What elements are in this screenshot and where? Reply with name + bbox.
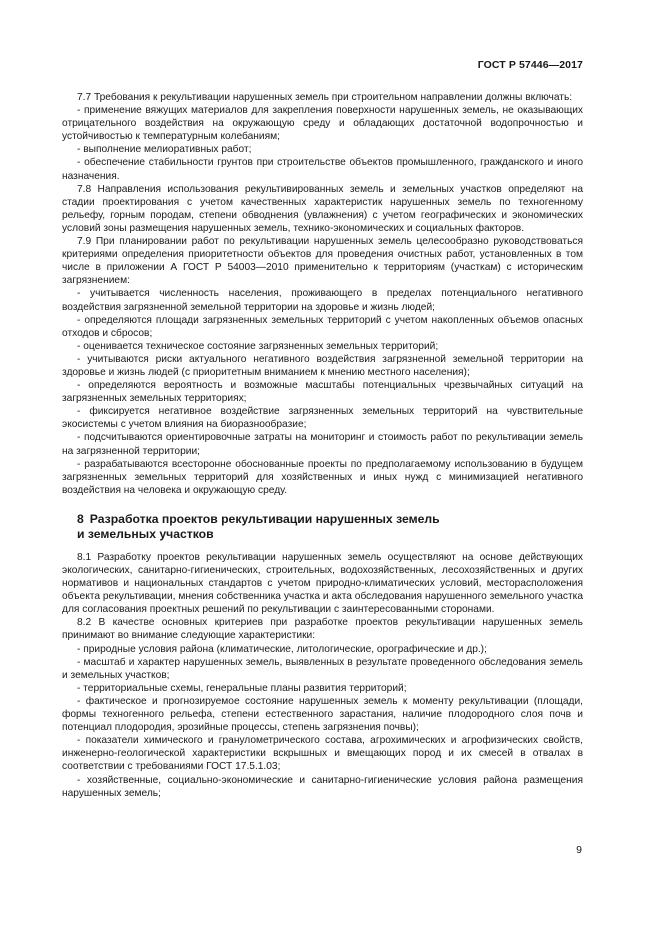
list-item: - разрабатываются всесторонне обоснованные проекты по предполагаемому использованию в будущем загрязненных земельных территорий для хозяйственных и иных нужд с минимизацией негативного воздействия на человека и окружающую среду. xyxy=(62,458,583,496)
list-item: - территориальные схемы, генеральные планы развития территорий; xyxy=(77,682,407,694)
list-item: - природные условия района (климатические, литологические, орографические и др.); xyxy=(77,643,487,655)
paragraph-8-1: 8.1 Разработку проектов рекультивации нарушенных земель осуществляют на основе действующих экологических, санитарно-гигиенических, строительных, водохозяйственных, лесохозяйственных и других нормативов и национальных стандартов с учетом природно-климатических условий, месторасположения объекта рекультивации, мнения собственника участка и акта обследования нарушенного земельного участка для согласования проектных решений по рекультивации с заинтересованными сторонами. xyxy=(62,551,583,616)
list-item: - определяются вероятность и возможные масштабы потенциальных чрезвычайных ситуаций на загрязненных земельных территориях; xyxy=(62,380,583,405)
list-item: - фактическое и прогнозируемое состояние нарушенных земель к моменту рекультивации (площади, формы техногенного рельефа, степени естественного зарастания, наличие плодородного слоя почв и потенциал плодородия, эрозийные процессы, степень загрязнения почвы); xyxy=(62,695,583,734)
list-item: - выполнение мелиоративных работ; xyxy=(77,144,252,156)
list-item: - показатели химического и гранулометрического состава, агрохимических и агрофизических свойств, инженерно-геологической характеристики вскрышных и вмещающих пород и их смесей в отвалах в соответствии с требованиями ГОСТ 17.5.1.03; xyxy=(62,735,583,773)
section-title-line2: и земельных участков xyxy=(77,526,214,541)
list-item: - определяются площади загрязненных земельных территорий с учетом накопленных объемов опасных отходов и сбросов; xyxy=(62,314,583,339)
list-item: - применение вяжущих материалов для закрепления поверхности нарушенных земель, не оказывающих отрицательного воздействия на окружающую среду и обладающих достаточной водопрочностью и устойчивостью к температурным колебаниям; xyxy=(62,105,583,143)
list-item: - хозяйственные, социально-экономические и санитарно-гигиенические условия района размещения нарушенных земель; xyxy=(62,774,583,799)
page-number: 9 xyxy=(576,844,582,856)
paragraph-8-2: 8.2 В качестве основных критериев при разработке проектов рекультивации нарушенных земель принимают во внимание следующие характеристики: xyxy=(62,617,583,642)
list-item: - оценивается техническое состояние загрязненных земельных территорий; xyxy=(77,340,439,352)
list-item: - учитывается численность населения, проживающего в пределах потенциального негативного воздействия загрязненной земельной территории на здоровье и жизнь людей; xyxy=(62,288,583,313)
list-item: - учитываются риски актуального негативного воздействия загрязненной земельной территории на здоровье и жизнь людей (с приоритетным вниманием к мнению местного населения); xyxy=(62,353,583,378)
list-item: - фиксируется негативное воздействие загрязненных земельных территорий на чувствительные экосистемы с учетом влияния на биоразнообразие; xyxy=(62,406,583,431)
list-item: - подсчитываются ориентировочные затраты на мониторинг и стоимость работ по рекультивации земель на загрязненной территории; xyxy=(62,432,583,457)
list-item: - масштаб и характер нарушенных земель, выявленных в результате проведенного обследования земель и земельных участков; xyxy=(62,656,583,681)
paragraph-7-8: 7.8 Направления использования рекультивированных земель и земельных участков определяют на стадии проектирования с учетом качественных характеристик нарушенных земель по техногенному рельефу, горным породам, степени обводнения (увлажнения) с учетом географических и экономических условий зоны размещения нарушенных земель, технико-экономических и социальных факторов. xyxy=(62,183,583,234)
section-number: 8 xyxy=(77,511,84,526)
section-heading xyxy=(62,512,583,542)
section-heading-line1 xyxy=(77,512,583,527)
document-body xyxy=(62,91,583,800)
document-header: ГОСТ Р 57446—2017 xyxy=(477,59,583,71)
paragraph-7-7: 7.7 Требования к рекультивации нарушенных земель при строительном направлении должны включать: xyxy=(77,92,573,103)
list-item: - обеспечение стабильности грунтов при строительстве объектов промышленного, гражданского и иного назначения. xyxy=(62,157,583,182)
section-title-line1: Разработка проектов рекультивации нарушенных земель xyxy=(89,511,440,526)
paragraph-7-9: 7.9 При планировании работ по рекультивации нарушенных земель целесообразно руководствоваться критериями определения приоритетности объектов для проведения очистных работ, установленных в том числе в приложении А ГОСТ Р 54003—2010 применительно к территориям (участкам) с историческим загрязнением: xyxy=(62,236,583,287)
